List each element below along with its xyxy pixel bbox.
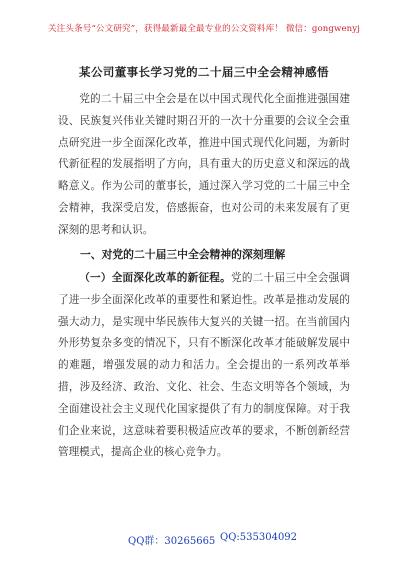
qq-group-number: QQ群：30265665 xyxy=(128,536,216,547)
subsection-text: 党的二十届三中全会强调了进一步全面深化改革的重要性和紧迫性。改革是推动发展的强大动力，是实现中华民族伟大复兴的关键一招。在当前国内外形势复杂多变的情况下，只有不断深化改革才能破解发展中的难题，增强发展的动力和活力。全会提出的一系列改革举措，涉及经济、政治、文化、社会、生态文明等各个领域，为全面建设社会主义现代化国家提供了有力的制度保障。对于我们企业来说，这意味着要积极适应改革的要求，不断创新经营管理模式，提高企业的核心竞争力。 xyxy=(58,272,351,459)
subsection-paragraph xyxy=(58,268,350,464)
header-notice: 关注头条号“公文研究”，获得最新最全最专业的公文资料库！ 微信：gongwenyj xyxy=(47,24,361,34)
subsection-heading: （一）全面深化改革的新征程。 xyxy=(79,272,231,284)
qq-number: QQ:535304092 xyxy=(220,532,298,543)
document-title: 某公司董事长学习党的二十届三中全会精神感悟 xyxy=(79,65,329,79)
intro-paragraph: 党的二十届三中全会是在以中国式现代化全面推进强国建设、民族复兴伟业关键时期召开的一次十分重要的会议全会重点研究进一步全面深化改革，推进中国式现代化问题，为新时代新征程的发展指明了方向，具有重大的历史意义和深远的战略意义。作为公司的董事长，通过深入学习党的二十届三中全会精神，我深受启发，倍感振奋，也对公司的未来发展有了更深刻的思考和认识。 xyxy=(58,93,350,236)
section-heading: 一、对党的二十届三中全会精神的深刻理解 xyxy=(80,248,286,261)
